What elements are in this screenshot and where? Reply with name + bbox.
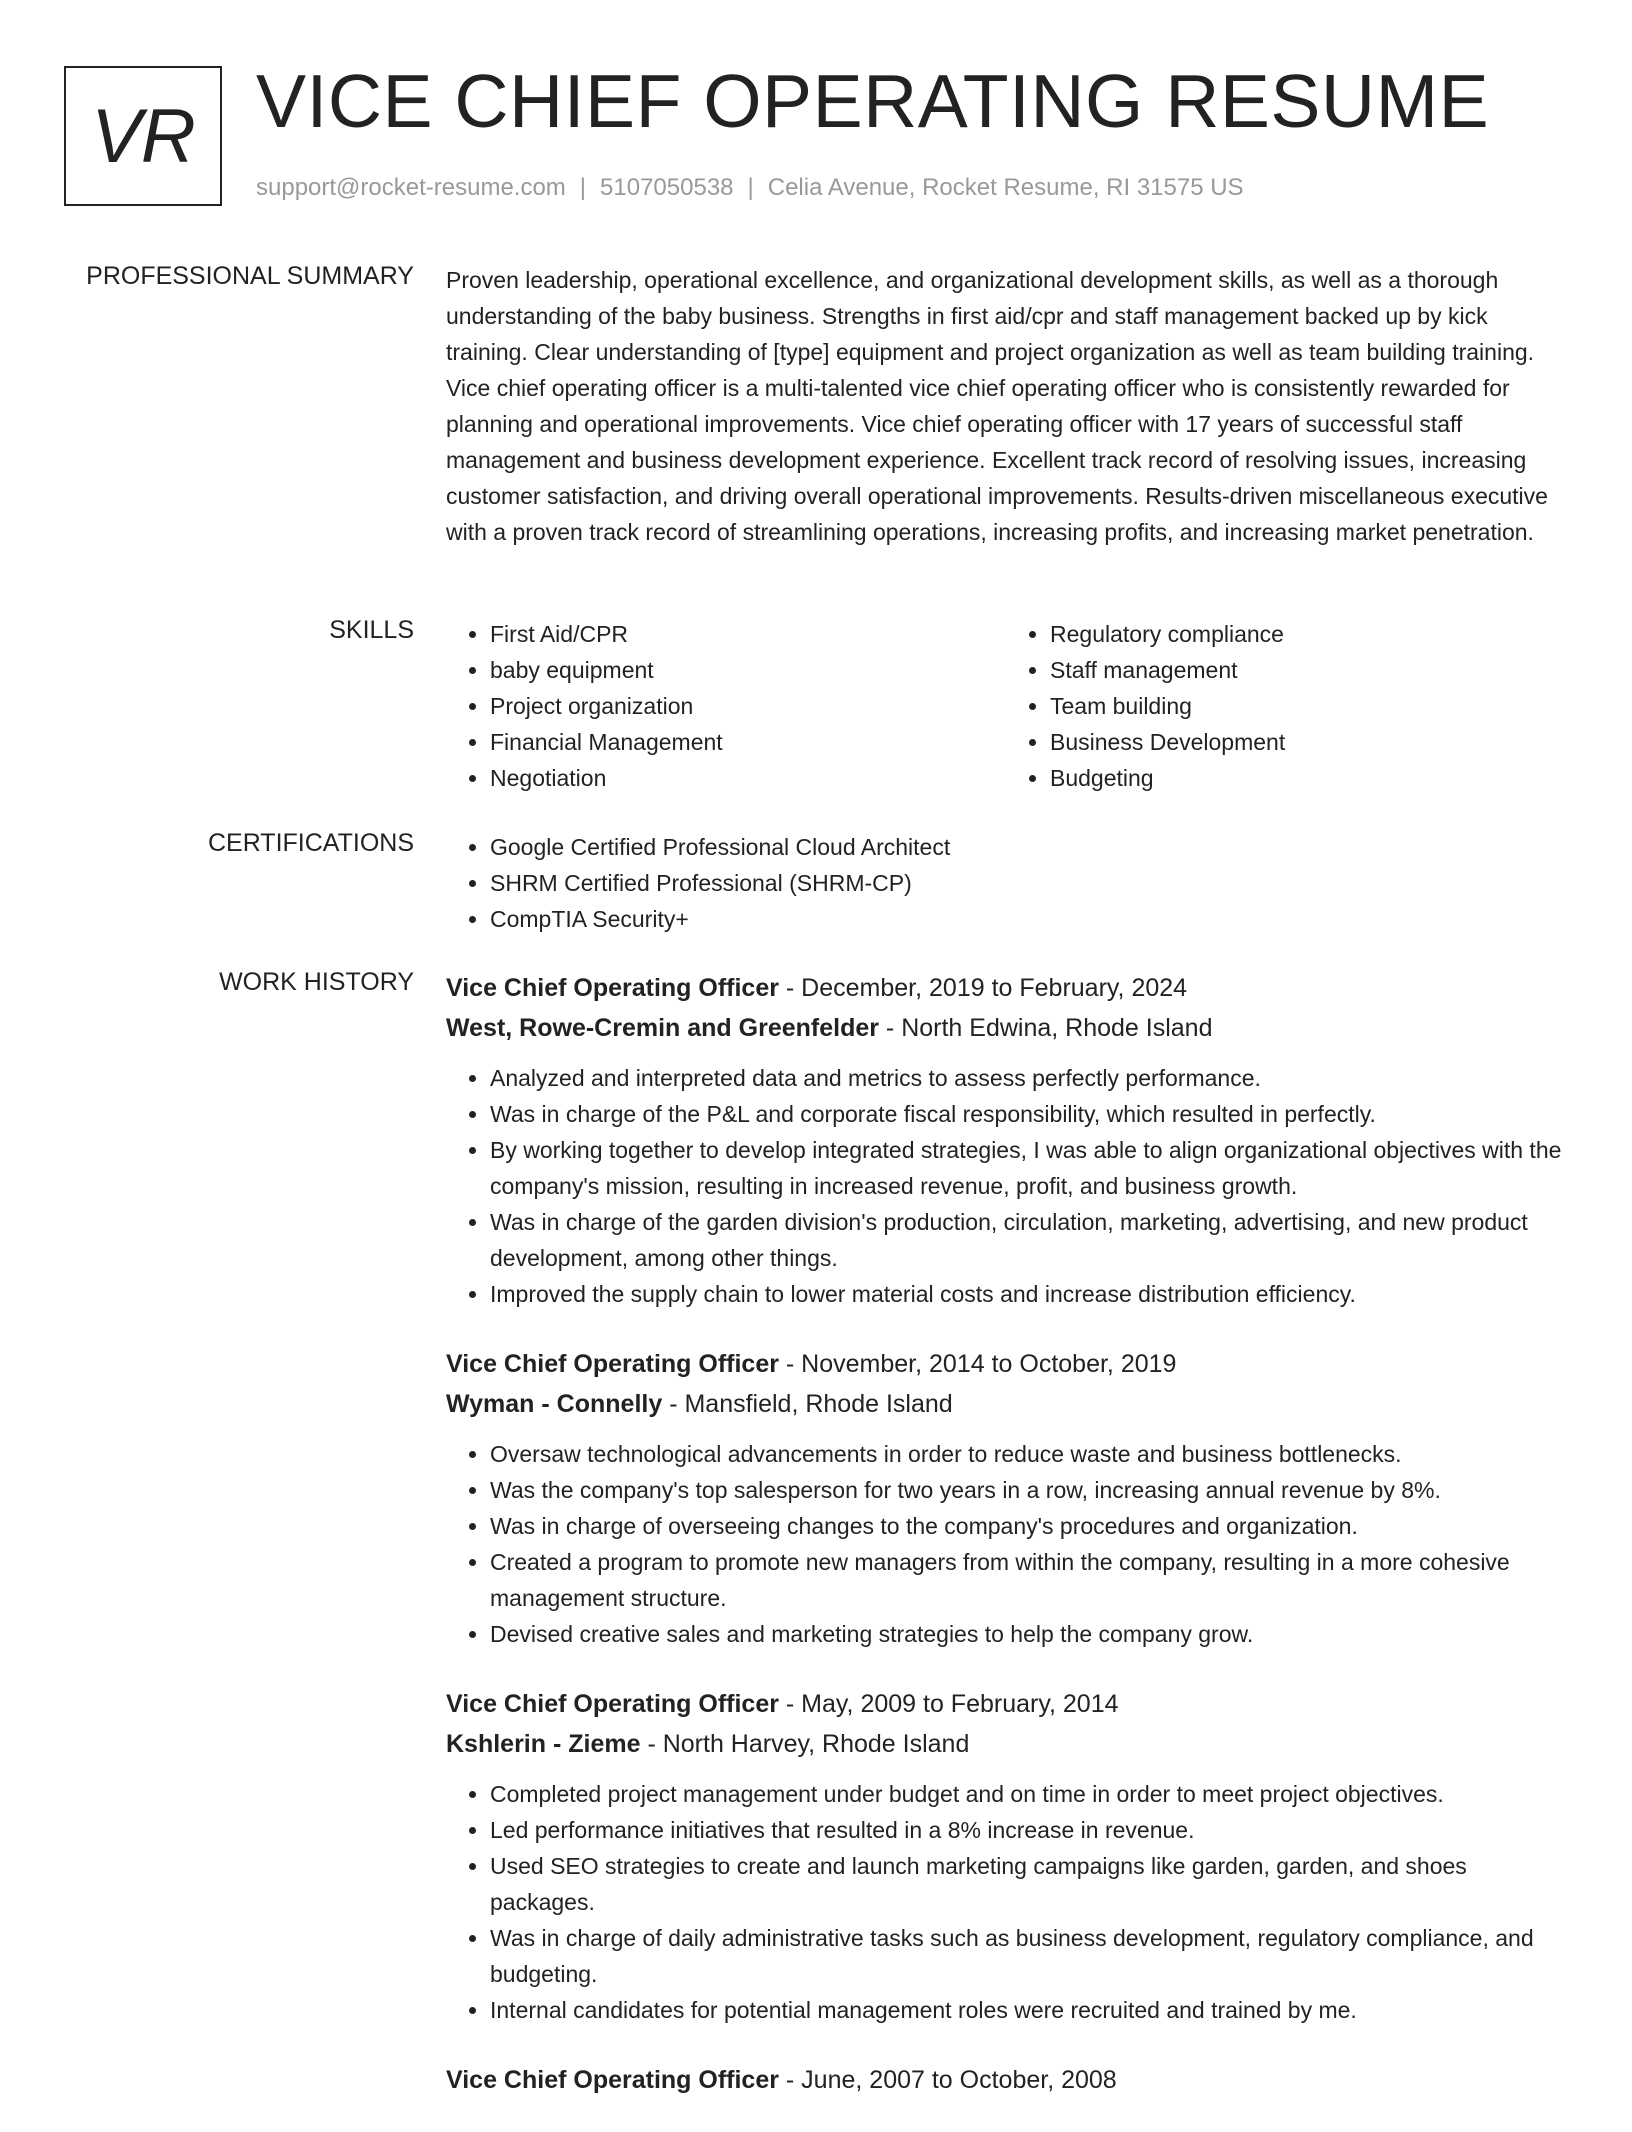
certification-item: • Google Certified Professional Cloud Architect — [490, 829, 1566, 865]
summary-label: PROFESSIONAL SUMMARY — [86, 262, 414, 290]
job-entry — [446, 968, 1566, 1312]
contact-address: Celia Avenue, Rocket Resume, RI 31575 US — [767, 174, 1244, 201]
monogram-logo: VR — [64, 66, 222, 206]
job-company: Kshlerin - Zieme — [446, 1730, 641, 1758]
certification-item: • SHRM Certified Professional (SHRM-CP) — [490, 865, 1566, 901]
job-bullet: • Internal candidates for potential management roles were recruited and trained by me. — [490, 1992, 1566, 2028]
skill-item: • Negotiation — [490, 760, 1006, 796]
job-location: - Mansfield, Rhode Island — [662, 1390, 953, 1418]
job-company-line — [446, 1724, 1566, 1764]
job-title: Vice Chief Operating Officer — [446, 974, 779, 1002]
job-bullets — [446, 1776, 1566, 2028]
job-dates: - November, 2014 to October, 2019 — [778, 1350, 1177, 1378]
job-heading — [446, 2060, 1566, 2100]
skill-item: • Financial Management — [490, 724, 1006, 760]
job-title: Vice Chief Operating Officer — [446, 1690, 779, 1718]
certification-item: • CompTIA Security+ — [490, 901, 1566, 937]
job-bullet: • Was the company's top salesperson for two years in a row, increasing annual revenue by 8%. — [490, 1472, 1566, 1508]
job-company: West, Rowe-Cremin and Greenfelder — [446, 1014, 879, 1042]
contact-line — [256, 174, 1244, 202]
job-bullet: • Led performance initiatives that resulted in a 8% increase in revenue. — [490, 1812, 1566, 1848]
job-bullet: • Created a program to promote new managers from within the company, resulting in a more cohesive management structure. — [490, 1544, 1566, 1616]
contact-separator: | — [579, 174, 587, 201]
job-bullet: • Improved the supply chain to lower material costs and increase distribution efficiency. — [490, 1276, 1566, 1312]
job-dates: - June, 2007 to October, 2008 — [778, 2066, 1117, 2094]
job-company-line — [446, 1008, 1566, 1048]
job-bullet: • Was in charge of daily administrative tasks such as business development, regulatory compliance, and budgeting. — [490, 1920, 1566, 1992]
job-bullet: • By working together to develop integrated strategies, I was able to align organizational objectives with the company's mission, resulting in increased revenue, profit, and business growth. — [490, 1132, 1566, 1204]
summary-text: Proven leadership, operational excellence, and organizational development skills, as well as a thorough understanding of the baby business. Strengths in first aid/cpr and staff management backed up by kick training. Clear understanding of [type] equipment and project organization as well as team building training. Vice chief operating officer is a multi-talented vice chief operating officer who is consistently rewarded for planning and operational improvements. Vice chief operating officer with 17 years of successful staff management and business development experience. Excellent track record of resolving issues, increasing customer satisfaction, and driving overall operational improvements. Results-driven miscellaneous executive with a proven track record of streamlining operations, increasing profits, and increasing market penetration. — [446, 267, 1548, 545]
job-bullet: • Devised creative sales and marketing strategies to help the company grow. — [490, 1616, 1566, 1652]
job-location: - North Harvey, Rhode Island — [640, 1730, 970, 1758]
job-bullet: • Was in charge of the P&L and corporate fiscal responsibility, which resulted in perfectly. — [490, 1096, 1566, 1132]
skills-list-left — [446, 616, 1006, 796]
job-bullet: • Used SEO strategies to create and launch marketing campaigns like garden, garden, and shoes packages. — [490, 1848, 1566, 1920]
skill-item: • Budgeting — [1050, 760, 1566, 796]
job-dates: - December, 2019 to February, 2024 — [778, 974, 1188, 1002]
skill-item: • Business Development — [1050, 724, 1566, 760]
skills-label: SKILLS — [329, 616, 414, 644]
certifications-list — [446, 829, 1566, 937]
skill-item: • Staff management — [1050, 652, 1566, 688]
job-title: Vice Chief Operating Officer — [446, 2066, 779, 2094]
job-heading — [446, 968, 1566, 1008]
contact-email[interactable]: support@rocket-resume.com — [256, 174, 566, 201]
resume-title: VICE CHIEF OPERATING RESUME — [256, 59, 1490, 143]
contact-phone[interactable]: 5107050538 — [600, 174, 734, 201]
job-heading — [446, 1684, 1566, 1724]
job-bullet: • Was in charge of the garden division's production, circulation, marketing, advertising, and new product development, among other things. — [490, 1204, 1566, 1276]
skill-item: • baby equipment — [490, 652, 1006, 688]
job-dates: - May, 2009 to February, 2014 — [778, 1690, 1119, 1718]
skill-item: • Regulatory compliance — [1050, 616, 1566, 652]
job-bullets — [446, 1436, 1566, 1652]
job-heading — [446, 1344, 1566, 1384]
work-history-label: WORK HISTORY — [219, 968, 414, 996]
skill-item: • Team building — [1050, 688, 1566, 724]
skills-list-right — [1006, 616, 1566, 796]
certifications-label: CERTIFICATIONS — [207, 829, 414, 857]
job-bullets — [446, 1060, 1566, 1312]
job-bullet: • Oversaw technological advancements in order to reduce waste and business bottlenecks. — [490, 1436, 1566, 1472]
skill-item: • Project organization — [490, 688, 1006, 724]
job-title: Vice Chief Operating Officer — [446, 1350, 779, 1378]
job-bullet: • Was in charge of overseeing changes to the company's procedures and organization. — [490, 1508, 1566, 1544]
job-company-line — [446, 1384, 1566, 1424]
job-entry — [446, 1344, 1566, 1652]
job-company: Wyman - Connelly — [446, 1390, 663, 1418]
skill-item: • First Aid/CPR — [490, 616, 1006, 652]
job-bullet: • Analyzed and interpreted data and metrics to assess perfectly performance. — [490, 1060, 1566, 1096]
job-entry — [446, 2060, 1566, 2100]
job-location: - North Edwina, Rhode Island — [878, 1014, 1213, 1042]
contact-separator: | — [747, 174, 754, 201]
job-bullet: • Completed project management under budget and on time in order to meet project objectives. — [490, 1776, 1566, 1812]
job-entry — [446, 1684, 1566, 2028]
